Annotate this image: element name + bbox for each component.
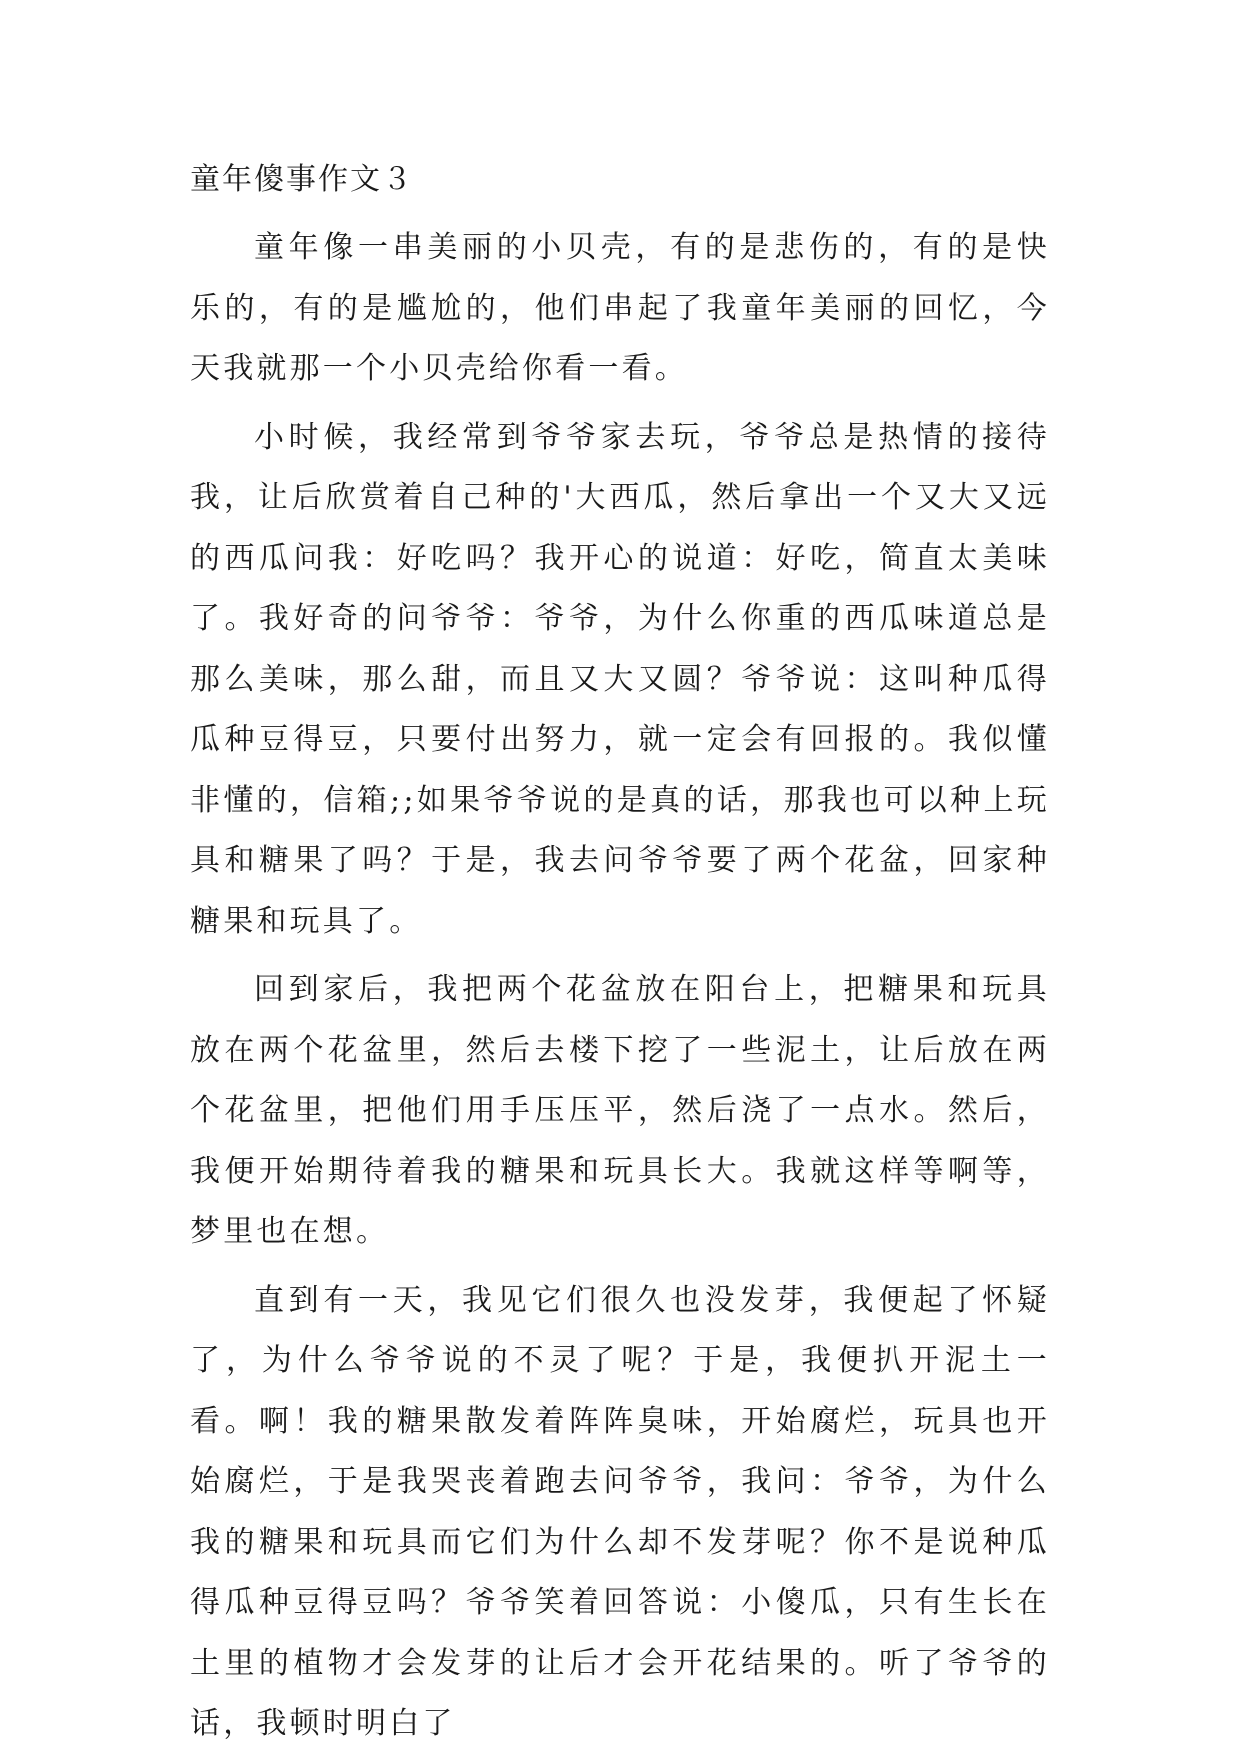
- document-page: [190, 150, 1050, 1755]
- document-title: 童年傻事作文３: [190, 162, 414, 197]
- paragraph-2: 小时候，我经常到爷爷家去玩，爷爷总是热情的接待我，让后欣赏着自己种的'大西瓜，然后拿出一个又大又远的西瓜问我：好吃吗？我开心的说道：好吃，简直太美味了。我好奇的问爷爷：爷爷，为什么你重的西瓜味道总是那么美味，那么甜，而且又大又圆？爷爷说：这叫种瓜得瓜种豆得豆，只要付出努力，就一定会有回报的。我似懂非懂的，信箱;;如果爷爷说的是真的话，那我也可以种上玩具和糖果了吗？于是，我去问爷爷要了两个花盆，回家种糖果和玩具了。: [190, 419, 1050, 939]
- paragraph-1: 童年像一串美丽的小贝壳，有的是悲伤的，有的是快乐的，有的是尴尬的，他们串起了我童年美丽的回忆，今天我就那一个小贝壳给你看一看。: [190, 230, 1050, 386]
- paragraph-4: 直到有一天，我见它们很久也没发芽，我便起了怀疑了，为什么爷爷说的不灵了呢？于是，我便扒开泥土一看。啊！我的糖果散发着阵阵臭味，开始腐烂，玩具也开始腐烂，于是我哭丧着跑去问爷爷，我问：爷爷，为什么我的糖果和玩具而它们为什么却不发芽呢？你不是说种瓜得瓜种豆得豆吗？爷爷笑着回答说：小傻瓜，只有生长在土里的植物才会发芽的让后才会开花结果的。听了爷爷的话，我顿时明白了: [190, 1282, 1050, 1741]
- paragraph-3: 回到家后，我把两个花盆放在阳台上，把糖果和玩具放在两个花盆里，然后去楼下挖了一些泥土，让后放在两个花盆里，把他们用手压压平，然后浇了一点水。然后，我便开始期待着我的糖果和玩具长大。我就这样等啊等，梦里也在想。: [190, 972, 1050, 1249]
